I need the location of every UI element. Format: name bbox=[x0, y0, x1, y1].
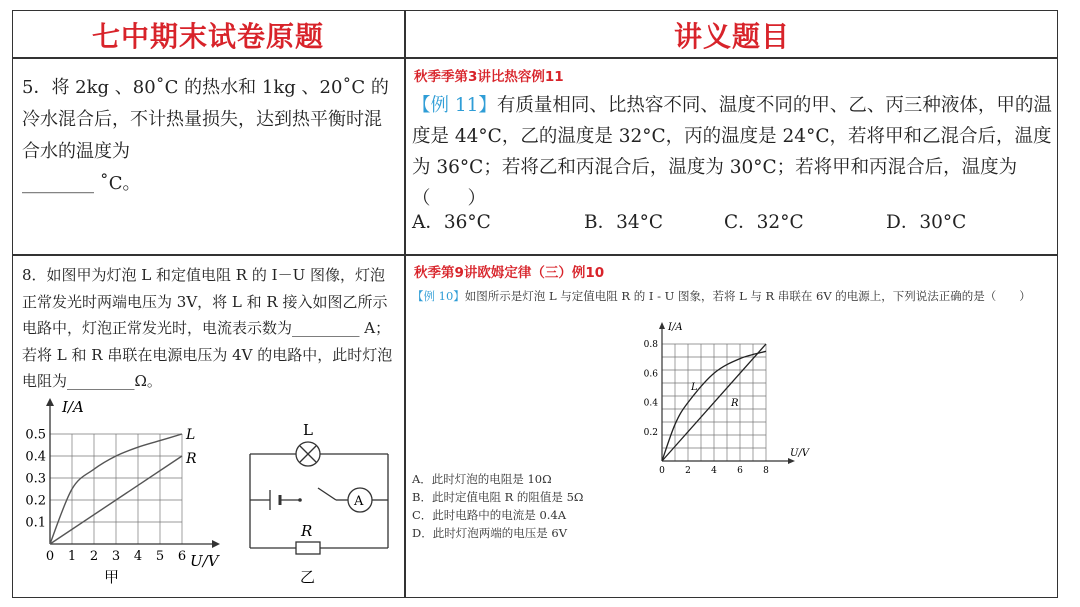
graph-2-xtick: 6 bbox=[737, 466, 743, 476]
resistor-icon bbox=[296, 542, 320, 554]
circuit-caption: 乙 bbox=[300, 568, 316, 586]
example-11-options bbox=[412, 208, 1052, 236]
resistor-label: R bbox=[301, 522, 313, 540]
circuit-diagram bbox=[240, 418, 400, 593]
graph-1-label-R: R bbox=[186, 451, 197, 467]
example-11-option-d: D．30°C bbox=[886, 212, 967, 233]
graph-1-ytick: 0.1 bbox=[25, 515, 46, 531]
graph-1-caption: 甲 bbox=[104, 568, 120, 586]
graph-1-xtick: 2 bbox=[89, 549, 99, 564]
graph-1-xlabel: U/V bbox=[190, 552, 219, 570]
example-11-text: 有质量相同、比热容不同、温度不同的甲、乙、丙三种液体，甲的温度是 44°C，乙的温度是 32°C，丙的温度是 24°C，若将甲和乙混合后，温度为 36°C；若将乙和丙混合后，温度为 30°C；若将甲和丙混合后，温度为（ ） bbox=[412, 95, 1052, 209]
switch-icon bbox=[318, 488, 336, 500]
graph-2-xtick: 0 bbox=[659, 466, 665, 476]
graph-2-ytick: 0.4 bbox=[643, 398, 658, 409]
graph-2-ytick: 0.6 bbox=[643, 369, 658, 380]
graph-2-y-arrow bbox=[659, 322, 665, 329]
lamp-label: L bbox=[303, 421, 313, 439]
graph-1-x-arrow bbox=[212, 540, 220, 548]
graph-1 bbox=[20, 392, 235, 592]
example-11-source: 秋季季第3讲比热容例11 bbox=[414, 69, 564, 85]
graph-1-y-arrow bbox=[46, 398, 54, 406]
example-10 bbox=[412, 288, 1052, 305]
header-divider bbox=[12, 57, 1058, 59]
header-left: 七中期末试卷原题 bbox=[91, 19, 324, 53]
example-10-option-c: C．此时电路中的电流是 0.4A bbox=[412, 508, 567, 522]
graph-2-xlabel: U/V bbox=[790, 448, 810, 459]
example-10-source: 秋季第9讲欧姆定律（三）例10 bbox=[414, 265, 605, 281]
question-8: 8．如图甲为灯泡 L 和定值电阻 R 的 I－U 图像，灯泡正常发光时两端电压为 3V，将 L 和 R 接入如图乙所示电路中，灯泡正常发光时，电流表示数为_________ A；若将 L 和 R 串联在电源电压为 4V 的电路中，此时灯泡电阻为_________Ω。 bbox=[22, 266, 393, 390]
graph-2-xtick: 4 bbox=[711, 466, 717, 476]
graph-1-ytick: 0.4 bbox=[25, 449, 46, 465]
question-5-blank: ________ ˚C。 bbox=[22, 173, 141, 194]
example-11-option-a: A．36°C bbox=[412, 212, 491, 233]
graph-1-ytick: 0.3 bbox=[25, 471, 46, 487]
graph-1-xtick: 3 bbox=[111, 549, 121, 564]
header-right: 讲义题目 bbox=[673, 19, 790, 53]
graph-1-xtick: 1 bbox=[67, 549, 77, 564]
graph-1-xtick: 4 bbox=[133, 549, 143, 564]
graph-1-ytick: 0.5 bbox=[25, 427, 46, 443]
graph-1-xtick: 5 bbox=[155, 549, 165, 564]
example-11-option-c: C．32°C bbox=[724, 212, 804, 233]
graph-2-ytick: 0.8 bbox=[643, 340, 658, 351]
ammeter-label: A bbox=[354, 494, 364, 509]
example-11-option-b: B．34°C bbox=[584, 212, 664, 233]
graph-2-ylabel: I/A bbox=[668, 322, 683, 333]
graph-1-ytick: 0.2 bbox=[25, 493, 46, 509]
graph-2 bbox=[638, 318, 818, 483]
graph-2-yticks bbox=[644, 340, 659, 438]
question-5 bbox=[22, 72, 398, 200]
graph-2-label-R: R bbox=[731, 398, 739, 409]
example-10-text: 如图所示是灯泡 L 与定值电阻 R 的 I - U 图象，若将 L 与 R 串联在 6V 的电源上，下列说法正确的是（ ） bbox=[464, 289, 1031, 303]
example-10-options bbox=[412, 470, 583, 542]
graph-1-xticks bbox=[46, 549, 186, 564]
question-5-text: 5．将 2kg 、80˚C 的热水和 1kg 、20˚C 的冷水混合后，不计热量损失，达到热平衡时混合水的温度为 bbox=[22, 77, 389, 162]
graph-1-xtick: 0 bbox=[45, 549, 55, 564]
column-divider bbox=[404, 10, 406, 598]
graph-2-xtick: 8 bbox=[763, 466, 769, 476]
example-10-option-a: A．此时灯泡的电阻是 10Ω bbox=[412, 472, 552, 486]
graph-2-label-L: L bbox=[691, 382, 698, 393]
example-10-option-d: D．此时灯泡两端的电压是 6V bbox=[412, 526, 567, 540]
graph-1-xtick: 6 bbox=[177, 549, 187, 564]
switch-contact bbox=[298, 498, 302, 502]
row-divider bbox=[12, 254, 1058, 256]
graph-2-ytick: 0.2 bbox=[643, 427, 658, 438]
graph-1-label-L: L bbox=[186, 427, 196, 443]
example-11-tag: 【例 11】 bbox=[412, 95, 497, 116]
graph-2-xticks bbox=[659, 466, 769, 476]
graph-1-grid bbox=[50, 434, 182, 544]
example-11 bbox=[412, 90, 1052, 214]
graph-2-xtick: 2 bbox=[685, 466, 691, 476]
example-10-option-b: B．此时定值电阻 R 的阻值是 5Ω bbox=[412, 490, 584, 504]
graph-1-ylabel: I/A bbox=[62, 398, 84, 416]
graph-1-yticks bbox=[25, 428, 46, 531]
example-10-tag: 【例 10】 bbox=[412, 289, 465, 303]
